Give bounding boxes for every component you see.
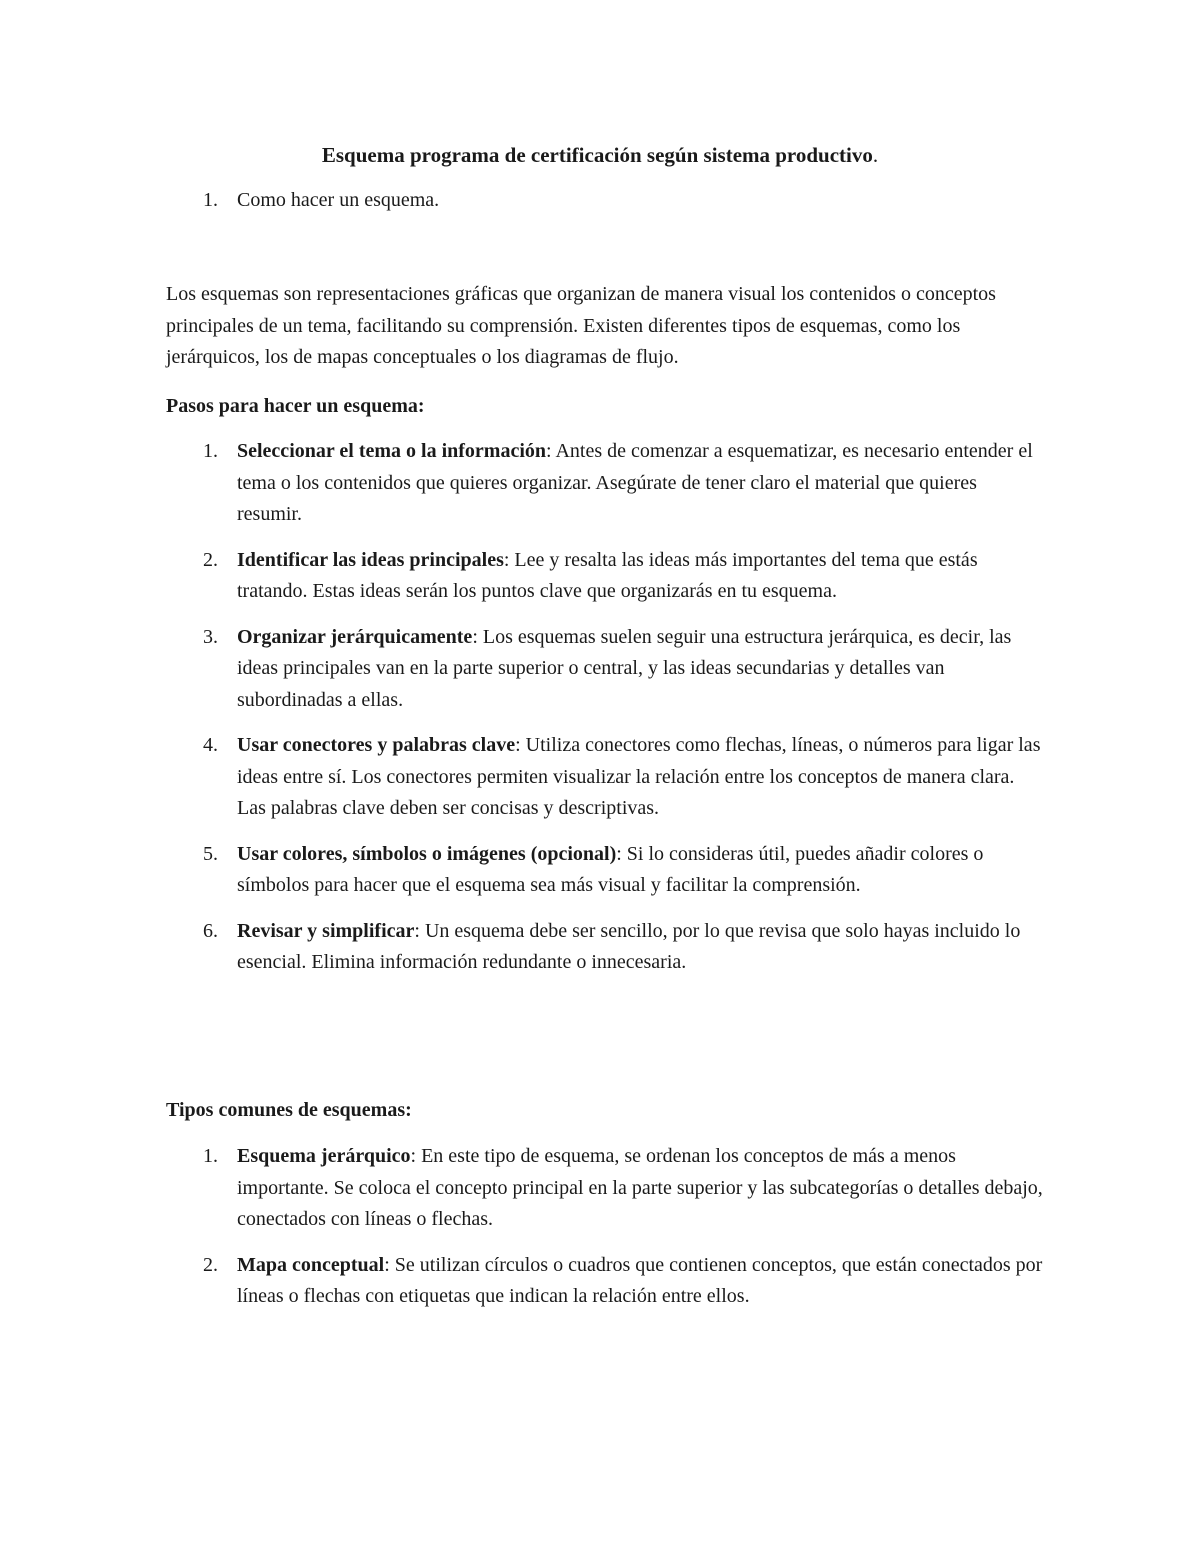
list-number: 1. [203, 440, 218, 462]
list-item-term: Seleccionar el tema o la información [237, 440, 547, 462]
list-item-text: : Lee y resalta las ideas más importantes del tema que estás tratando. Estas ideas serán los puntos clave que organizarás en tu esquema. [237, 548, 978, 602]
list-item-term: Usar colores, símbolos o imágenes (opcional) [237, 842, 617, 865]
intro-item-text: Como hacer un esquema. [237, 189, 440, 211]
list-number: 2. [203, 548, 218, 571]
intro-paragraph: Los esquemas son representaciones gráficas que organizan de manera visual los contenidos o conceptos principales de un tema, facilitando su comprensión. Existen diferentes tipos de esquemas, como los jerárquicos, los de mapas conceptuales o los diagramas de flujo. [166, 283, 996, 368]
list-number: 5. [203, 842, 218, 865]
types-list [166, 1141, 1046, 1327]
list-item-text: : Si lo consideras útil, puedes añadir colores o símbolos para hacer que el esquema sea más visual y facilitar la comprensión. [237, 842, 984, 896]
list-item [166, 1250, 1046, 1313]
list-item-text: : Utiliza conectores como flechas, líneas, o números para ligar las ideas entre sí. Los conectores permiten visualizar la relación entre los conceptos de manera clara. Las palabras clave deben ser concisas y descriptivas. [237, 734, 1041, 819]
list-item [166, 545, 1046, 608]
list-number: 2. [203, 1253, 218, 1276]
list-item-term: Usar conectores y palabras clave [237, 734, 516, 756]
steps-heading: Pasos para hacer un esquema: [166, 395, 425, 417]
list-item [166, 436, 1046, 531]
list-number: 1. [203, 189, 218, 211]
document-title [0, 139, 1200, 171]
list-item-text: : En este tipo de esquema, se ordenan los conceptos de más a menos importante. Se coloca el concepto principal en la parte superior y las subcategorías o detalles debajo, conectados con líneas o flechas. [237, 1145, 1043, 1230]
list-item [166, 730, 1046, 825]
list-item-text: : Antes de comenzar a esquematizar, es necesario entender el tema o los contenidos que quieres organizar. Asegúrate de tener claro el material que quieres resumir. [237, 440, 1033, 525]
document-title-suffix: . [872, 143, 879, 167]
document-title-text: Esquema programa de certificación según sistema productivo [321, 143, 873, 167]
list-item-term: Mapa conceptual [237, 1253, 385, 1276]
list-item [166, 622, 1046, 717]
list-item [166, 916, 1046, 979]
list-number: 1. [203, 1145, 218, 1167]
list-number: 4. [203, 734, 218, 756]
list-item [166, 1141, 1046, 1236]
intro-list [166, 185, 1046, 217]
list-number: 6. [203, 919, 218, 942]
types-heading: Tipos comunes de esquemas: [166, 1099, 412, 1121]
list-item-term: Organizar jerárquicamente [237, 625, 473, 648]
list-item [166, 839, 1046, 902]
list-item-text: : Se utilizan círculos o cuadros que contienen conceptos, que están conectados por líneas o flechas con etiquetas que indican la relación entre ellos. [237, 1253, 1043, 1307]
steps-list [166, 436, 1046, 993]
list-item-term: Esquema jerárquico [237, 1145, 411, 1167]
list-item-term: Revisar y simplificar [237, 919, 415, 942]
list-item-text: : Los esquemas suelen seguir una estructura jerárquica, es decir, las ideas principales van en la parte superior o central, y las ideas secundarias y detalles van subordinadas a ellas. [237, 625, 1012, 711]
list-item-term: Identificar las ideas principales [237, 548, 504, 571]
intro-list-item [166, 185, 1046, 217]
list-number: 3. [203, 625, 218, 648]
list-item-text: : Un esquema debe ser sencillo, por lo que revisa que solo hayas incluido lo esencial. Elimina información redundante o innecesaria. [237, 919, 1021, 973]
